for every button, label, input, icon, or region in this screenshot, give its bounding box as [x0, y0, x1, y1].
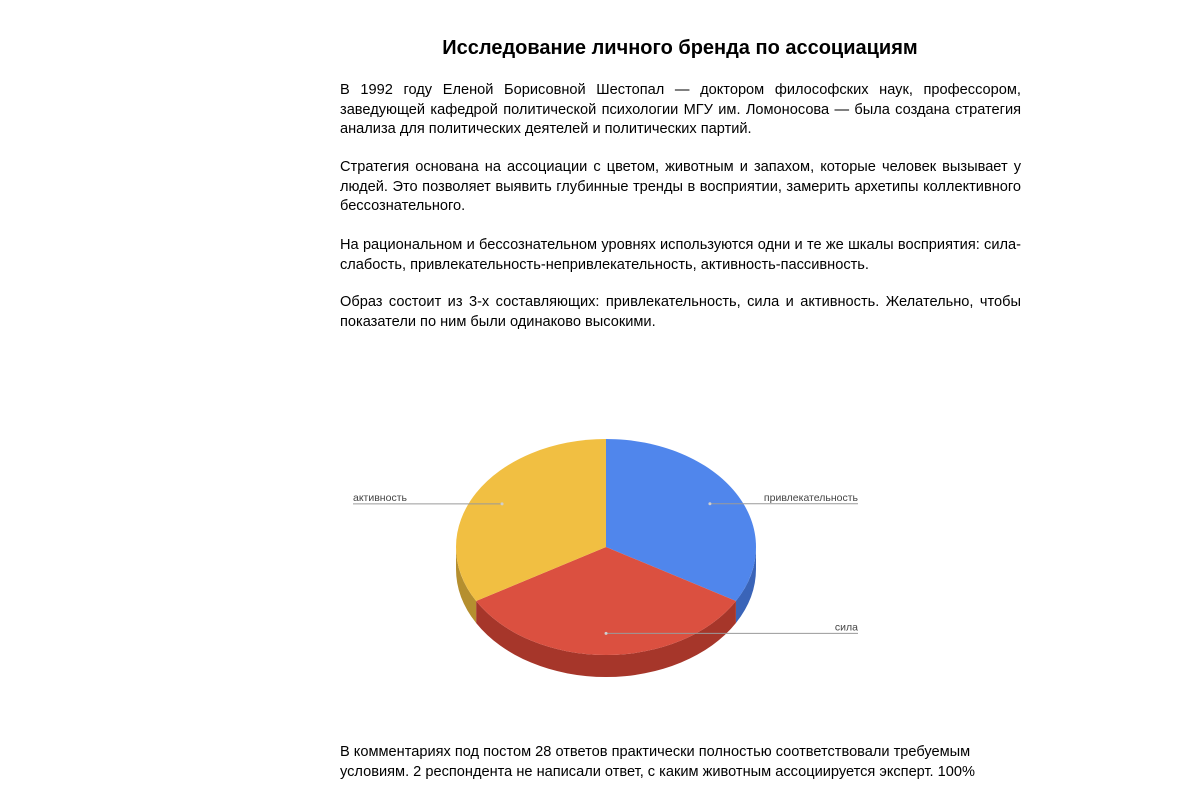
callout-label-привлекательность: привлекательность	[763, 491, 858, 504]
callout-label-активность: активность	[353, 491, 407, 504]
paragraph-strategy: Стратегия основана на ассоциации с цветом, животным и запахом, которые человек вызывает у людей. Это позволяет выявить глубинные тренды в восприятии, замерить архетипы коллективного бессознательного.	[340, 159, 1021, 214]
pie-chart	[340, 420, 880, 690]
paragraph-scales: На рациональном и бессознательном уровнях используются одни и те же шкалы восприятия: сила-слабость, привлекательность-непривлекательность, активность-пассивность.	[340, 237, 1021, 273]
callout-dot-сила	[605, 632, 608, 635]
pie-chart-svg	[340, 420, 880, 690]
callout-dot-привлекательность	[708, 502, 711, 505]
callout-dot-активность	[501, 502, 504, 505]
document-title: Исследование личного бренда по ассоциациям	[442, 37, 918, 59]
paragraph-comments: В комментариях под постом 28 ответов практически полностью соответствовали требуемым условиям. 2 респондента не написали ответ, с каким животным ассоциируется эксперт. 100%	[340, 744, 975, 780]
paragraph-history: В 1992 году Еленой Борисовной Шестопал — доктором философских наук, профессором, заведующей кафедрой политической психологии МГУ им. Ломоносова — была создана стратегия анализа для политических деятелей и политических партий.	[340, 82, 1021, 137]
pie-tops	[456, 439, 756, 655]
paragraph-image-components: Образ состоит из 3-х составляющих: привлекательность, сила и активность. Желательно, чтобы показатели по ним были одинаково высокими.	[340, 294, 1021, 330]
callout-label-сила: сила	[834, 621, 858, 634]
